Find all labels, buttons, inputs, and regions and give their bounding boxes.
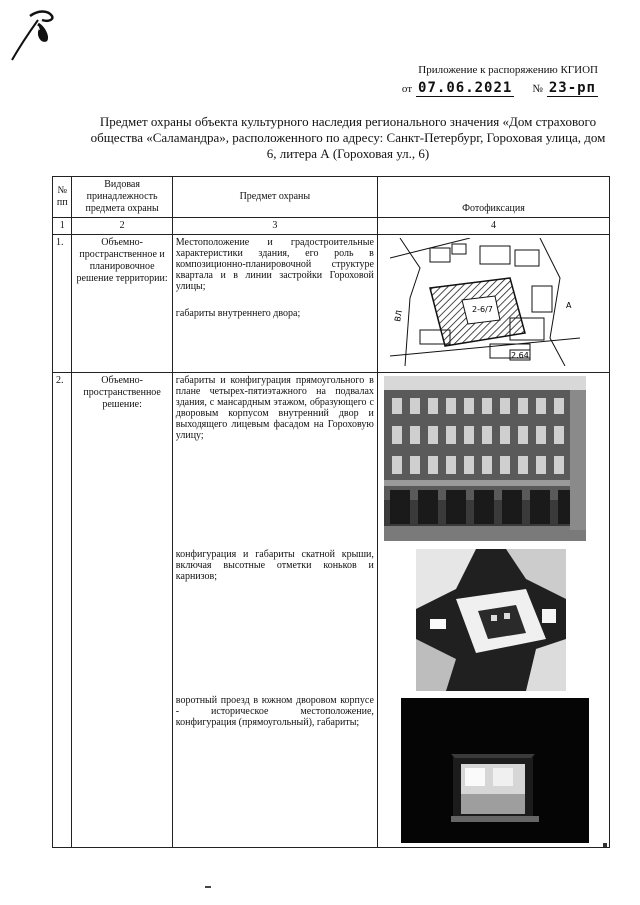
column-number-row: [53, 218, 610, 235]
header-num: № пп: [53, 177, 72, 218]
row-number: 1.: [53, 235, 72, 373]
column-number: 3: [172, 218, 377, 235]
signature-mark: [8, 6, 60, 62]
row-category: Объемно-пространственное решение:: [72, 373, 172, 848]
row-number: 2.: [53, 373, 72, 848]
gate-passage-photo: [401, 698, 589, 843]
order-line: [402, 80, 598, 97]
table-row: [53, 373, 610, 848]
map-scale-label: 2.64: [510, 351, 529, 360]
map-parcel-label: 2-6/7: [471, 305, 493, 314]
header-photo: Фотофиксация: [377, 177, 609, 218]
description-text: габариты и конфигурация прямоугольного в плане четырех-пятиэтажного на подвалах здания, с мансардным этажом, образующего с дворовым корпусом внутренний двор и выходящего лицевым фасадом на Гороховую улицу;: [175, 375, 374, 441]
document-title: Предмет охраны объекта культурного наследия регионального значения «Дом страхового общества «Саламандра», расположенного по адресу: Санкт-Петербург, Гороховая улица, дом 6, литера А (Гороховая ул., 6): [90, 114, 606, 161]
header-category: Видовая принадлежность предмета охраны: [72, 177, 172, 218]
order-number: 23-рп: [548, 80, 596, 96]
photo-cell: [377, 373, 609, 848]
date-prefix: от: [401, 83, 413, 95]
table-row: [53, 235, 610, 373]
column-number: 2: [72, 218, 172, 235]
scan-mark: [205, 886, 211, 888]
appendix-label: Приложение к распоряжению КГИОП: [418, 64, 598, 76]
description-text: Местоположение и градостроительные характеристики здания, его роль в композиционно-планировочной структуре квартала и в линии застройки Гороховой улицы;: [175, 237, 374, 292]
scan-mark: [603, 843, 607, 847]
row-description: [172, 235, 377, 373]
row-category: Объемно-пространственное и планировочное решение территории:: [72, 235, 172, 373]
site-plan-map: [390, 238, 580, 366]
header-subject: Предмет охраны: [172, 177, 377, 218]
column-number: 1: [53, 218, 72, 235]
photo-cell: [377, 235, 609, 373]
description-text: воротный проезд в южном дворовом корпусе - историческое местоположение, конфигурация (прямоугольный), габариты;: [175, 695, 374, 728]
description-text: габариты внутреннего двора;: [175, 308, 301, 319]
order-date: 07.06.2021: [418, 80, 513, 96]
aerial-roof-photo: [416, 549, 566, 691]
facade-photo: [384, 376, 586, 541]
row-description: [172, 373, 377, 848]
map-zone-label: А: [565, 301, 572, 310]
protection-table: [52, 176, 610, 848]
number-prefix: №: [532, 83, 543, 95]
map-road-label: ВЛ: [392, 309, 404, 323]
description-text: конфигурация и габариты скатной крыши, включая высотные отметки коньков и карнизов;: [175, 549, 374, 582]
column-number: 4: [377, 218, 609, 235]
